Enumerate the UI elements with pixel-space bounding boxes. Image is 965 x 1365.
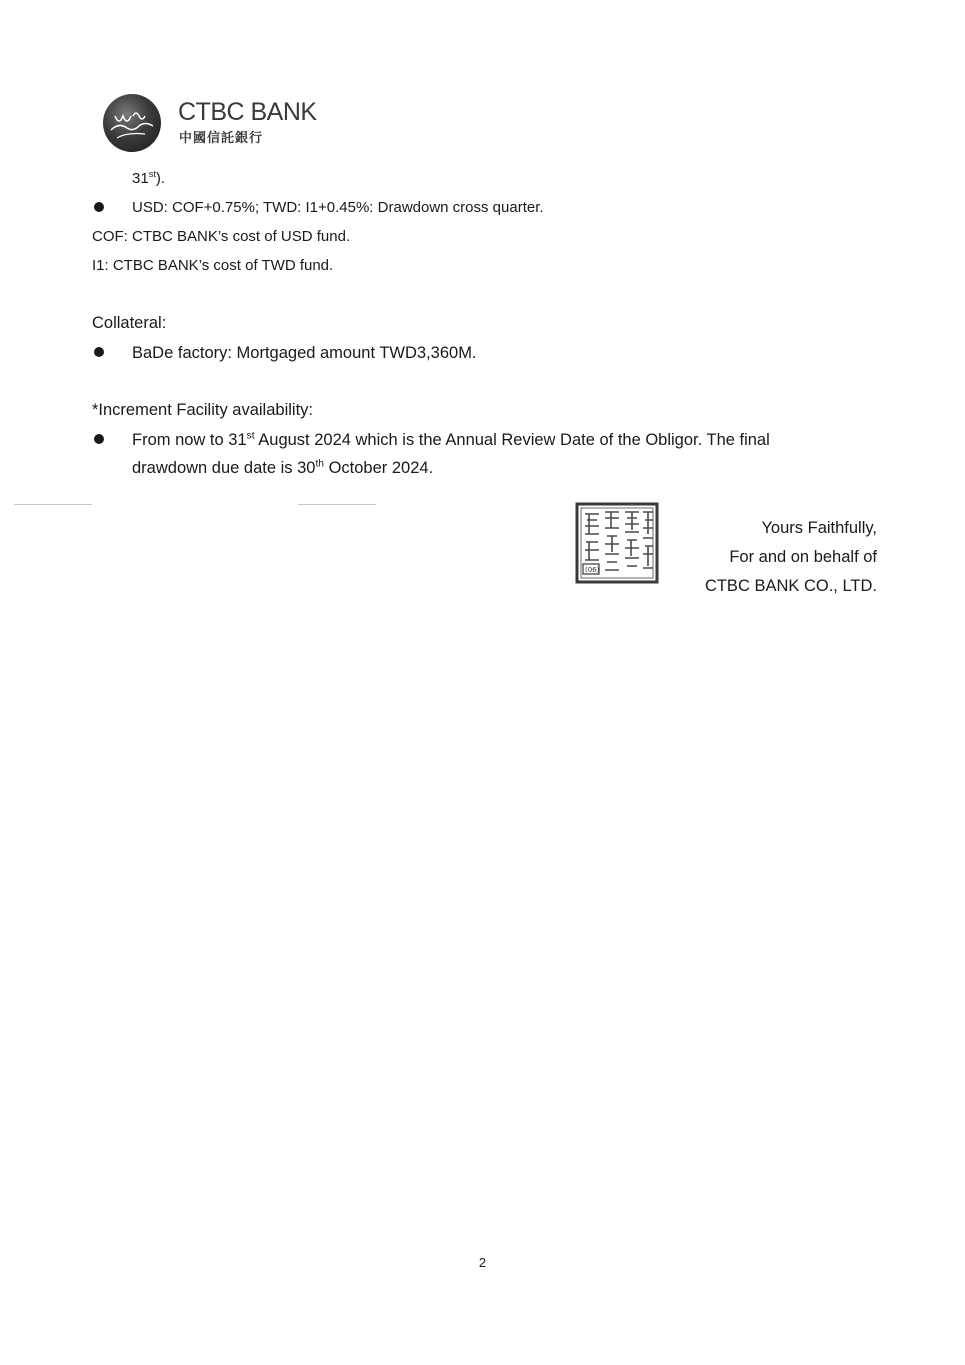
closing-line: Yours Faithfully,	[761, 519, 877, 537]
on-behalf-line: For and on behalf of	[729, 548, 877, 566]
we-are-family-script-icon	[103, 94, 161, 152]
availability-line-1: From now to 31st August 2024 which is the Annual Review Date of the Obligor. The final	[132, 430, 770, 449]
i1-definition: I1: CTBC BANK’s cost of TWD fund.	[92, 257, 334, 274]
continued-date-line: 31st).	[132, 169, 166, 187]
availability-line-2: drawdown due date is 30th October 2024.	[132, 458, 434, 477]
company-seal-stamp	[575, 502, 659, 584]
brand-name-english: CTBC BANK	[178, 98, 317, 126]
scan-artifact	[14, 504, 92, 505]
cof-definition: COF: CTBC BANK’s cost of USD fund.	[92, 228, 351, 245]
company-name-line: CTBC BANK CO., LTD.	[704, 577, 877, 595]
page-number: 2	[478, 1255, 487, 1270]
svg-text:(06): (06)	[585, 566, 600, 574]
collateral-bullet-text: BaDe factory: Mortgaged amount TWD3,360M.	[132, 344, 477, 362]
collateral-heading: Collateral:	[92, 314, 167, 332]
availability-heading: *Increment Facility availability:	[92, 401, 313, 419]
brand-name-chinese: 中國信託銀行	[179, 130, 264, 145]
bullet-dot	[94, 347, 104, 357]
scan-artifact	[298, 504, 376, 505]
bullet-dot	[94, 434, 104, 444]
ctbc-logo-emblem	[103, 94, 161, 152]
bullet-dot	[94, 202, 104, 212]
rate-bullet-text: USD: COF+0.75%; TWD: I1+0.45%: Drawdown cross quarter.	[132, 199, 544, 216]
